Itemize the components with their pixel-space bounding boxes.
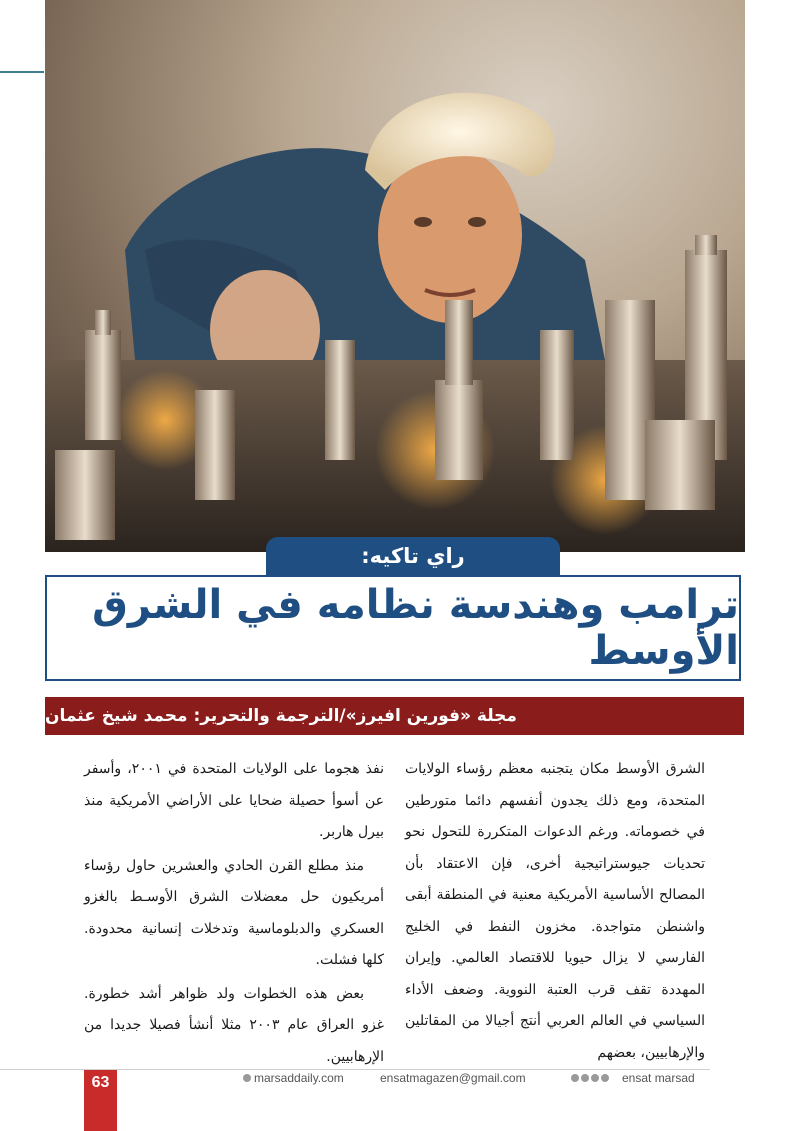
twitter-icon[interactable] bbox=[581, 1074, 589, 1082]
byline-text: مجلة «فورين افيرز»/الترجمة والتحرير: محمد شيخ عثمان bbox=[45, 706, 517, 726]
corner-rule bbox=[0, 71, 44, 73]
footer-website[interactable] bbox=[243, 1071, 344, 1085]
headline-box bbox=[45, 575, 741, 681]
paragraph: بعض هذه الخطوات ولد ظواهر أشد خطورة. غزو العراق عام ٢٠٠٣ مثلا أنشأ فصيلا جديدا من الإرهابيين. bbox=[84, 985, 384, 1065]
footer-email[interactable] bbox=[380, 1071, 526, 1085]
kicker-tab: راي تاكيه: bbox=[266, 537, 560, 575]
page-number: 63 bbox=[84, 1070, 117, 1131]
hero-photo bbox=[45, 0, 745, 552]
paragraph: نفذ هجوما على الولايات المتحدة في ٢٠٠١، وأسفر عن أسوأ حصيلة ضحايا على الأراضي الأمريكية منذ بيرل هاربر. bbox=[84, 761, 385, 840]
globe-icon bbox=[243, 1074, 251, 1082]
body-column-right bbox=[405, 754, 705, 1071]
byline-bar bbox=[45, 697, 744, 735]
facebook-icon[interactable] bbox=[571, 1074, 579, 1082]
page-title: ترامب وهندسة نظامه في الشرق الأوسط bbox=[92, 582, 739, 674]
footer-brand bbox=[622, 1071, 695, 1085]
website-text: marsaddaily.com bbox=[254, 1071, 344, 1085]
youtube-icon[interactable] bbox=[601, 1074, 609, 1082]
email-text: ensatmagazen@gmail.com bbox=[380, 1071, 526, 1085]
paragraph: الشرق الأوسط مكان يتجنبه معظم رؤساء الولايات المتحدة، ومع ذلك يجدون أنفسهم دائما متورطين في خصوماته. ورغم الدعوات المتكررة للتحول نحو تحديات جيوستراتيجية أخرى، فإن الاعتقاد بأن المصالح الأساسية الأمريكية معنية في المنطقة أبقى واشنطن متواجدة. مخزون النفط في الخليج الفارسي لا يزال حيويا للاقتصاد العالمي. وإيران المهددة تقف قرب العتبة النووية. وضعف الأداء السياسي في العالم العربي أنتج أجيالا من المقاتلين والإرهابيين، بعضهم bbox=[405, 761, 705, 1061]
body-column-left bbox=[84, 754, 384, 1075]
social-icons bbox=[571, 1074, 609, 1082]
hero-illustration bbox=[45, 0, 745, 552]
paragraph: منذ مطلع القرن الحادي والعشرين حاول رؤساء أمريكيون حل معضلات الشرق الأوسـط بالغزو العسكري والدبلوماسية وتدخلات إنسانية محدودة. كلها فشلت. bbox=[84, 857, 384, 968]
brand-text: ensat marsad bbox=[622, 1071, 695, 1085]
instagram-icon[interactable] bbox=[591, 1074, 599, 1082]
